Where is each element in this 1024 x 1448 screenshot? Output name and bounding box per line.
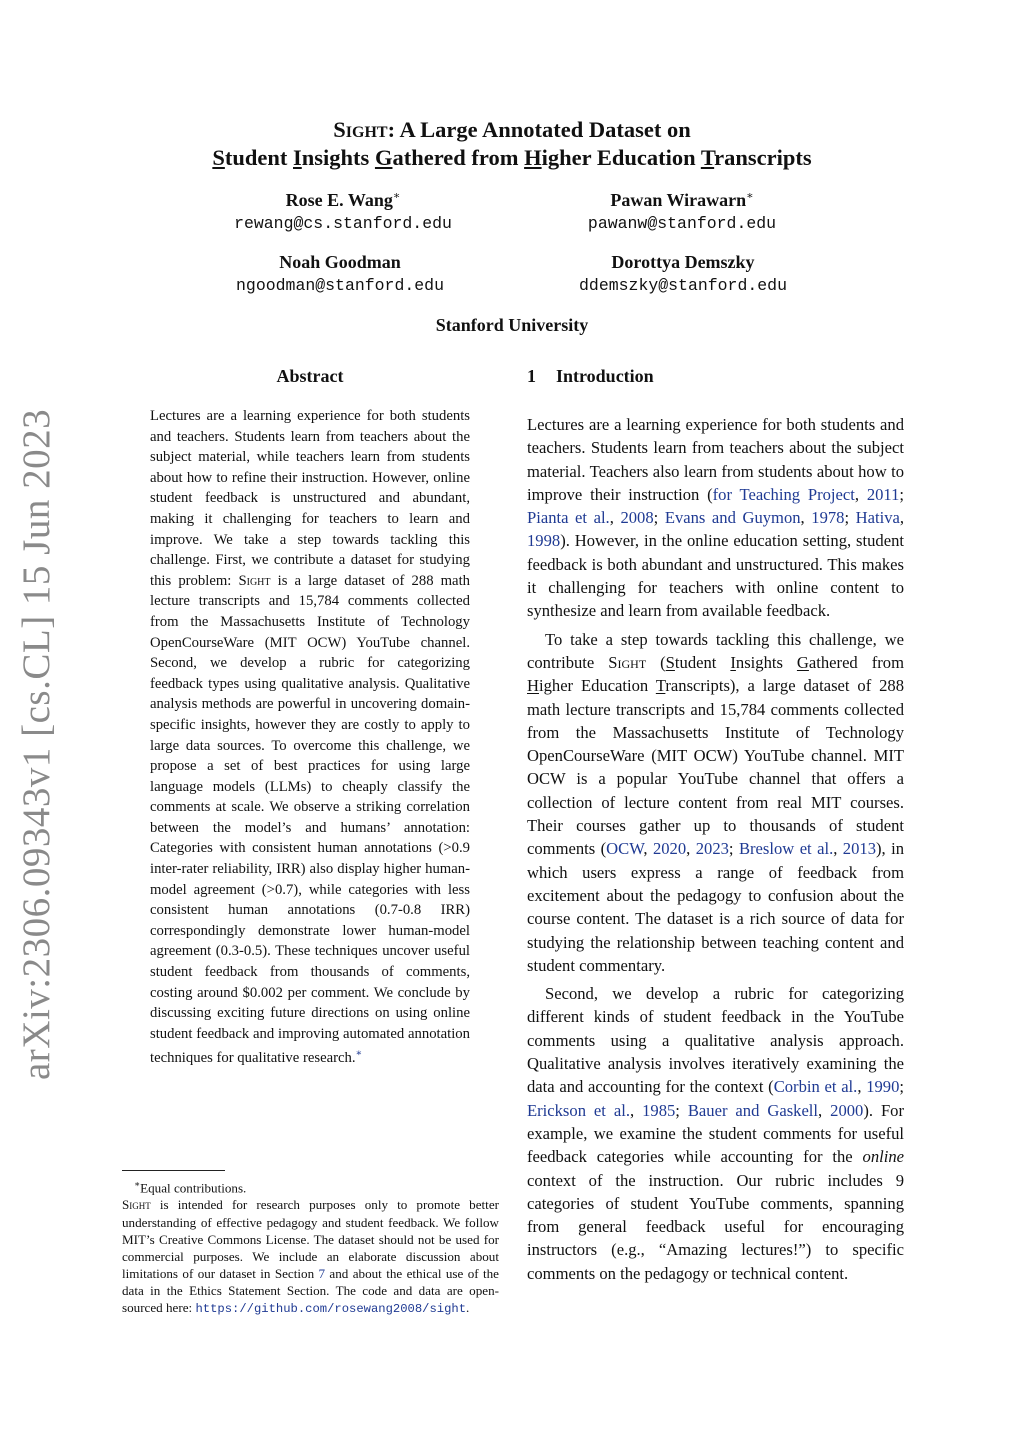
citation-year-link[interactable]: 2008 xyxy=(620,508,654,528)
title-acronym-letter: S xyxy=(212,145,225,170)
acronym-letter: S xyxy=(665,652,675,672)
intro-paragraph-2: To take a step towards tackling this challenge, we contribute Sight (Student Insights Gathered from Higher Education Transcripts), a large dataset of 288 math lecture transcripts and 15,784 comments collected from the Massachusetts Institute of Technology OpenCourseWare (MIT OCW) YouTube channel. MIT OCW is a popular YouTube channel that offers a collection of lecture content from real MIT courses. Their courses gather up to thousands of student comments (OCW, 2020, 2023; Breslow et al., 2013), in which users express a range of feedback from excitement about the pedagogy to confusion about the course content. The dataset is a rich source of data for studying the relationship between teaching content and student commentary. xyxy=(527,629,904,975)
title-part: ranscripts xyxy=(714,145,812,170)
footnote-sight: Sight xyxy=(122,1197,151,1213)
title-acronym-letter: H xyxy=(524,145,542,170)
paragraph-text: igher Education xyxy=(538,676,656,696)
paragraph-text: Second, we develop a rubric for categorizing different kinds of student feedback in the YouTube comments using a qualitative analysis approach. Qualitative analysis involves iteratively examining the data and accounting for the context ( xyxy=(527,984,904,1097)
emphasis-online: online xyxy=(862,1147,904,1167)
sight-name: Sight xyxy=(608,652,647,672)
paper-title xyxy=(0,116,1024,172)
citation-year-link[interactable]: 2013 xyxy=(842,839,876,859)
author-email: ngoodman@stanford.edu xyxy=(236,276,444,295)
section-heading-introduction xyxy=(527,366,654,387)
arxiv-identifier-stamp: arXiv:2306.09343v1 [cs.CL] 15 Jun 2023 xyxy=(15,408,58,1080)
acronym-letter: T xyxy=(655,676,666,696)
citation-link[interactable]: for Teaching Project xyxy=(712,484,855,504)
author-name-text: Rose E. Wang xyxy=(285,190,393,210)
abstract-heading: Abstract xyxy=(276,366,344,386)
citation-year-link[interactable]: 2020 xyxy=(652,839,687,859)
footnote xyxy=(122,1176,499,1318)
equal-contribution-mark: ∗ xyxy=(392,190,401,202)
paragraph-text: athered from xyxy=(808,652,904,672)
citation-link[interactable]: Pianta et al. xyxy=(527,508,610,528)
footnote-text: Equal contributions. xyxy=(140,1180,247,1196)
introduction-body xyxy=(527,413,904,1290)
title-line-1 xyxy=(0,116,1024,144)
title-line-2 xyxy=(0,144,1024,172)
acronym-letter: G xyxy=(796,652,809,672)
author-name-text: Pawan Wirawarn xyxy=(610,190,747,210)
author-block xyxy=(502,184,862,236)
paragraph-text: ranscripts xyxy=(665,676,730,696)
author-block xyxy=(160,250,520,298)
footnote-text: and about the ethical use of the data in the Ethics Statement Section. The code and data are open-sourced here: xyxy=(122,1265,499,1316)
citation-year-link[interactable]: 1978 xyxy=(811,508,845,528)
paragraph-text: ), a large dataset of 288 math lecture transcripts and 15,784 comments collected from the Massachusetts Institute of Technology OpenCourseWare (MIT OCW) YouTube channel. MIT OCW is a popular YouTube channel that offers a collection of lecture content from real MIT courses. Their courses gather up to thousands of student comments ( xyxy=(527,676,904,859)
section-link[interactable]: 7 xyxy=(318,1265,326,1281)
citation-link[interactable]: Breslow et al. xyxy=(738,839,834,859)
github-link[interactable]: https://github.com/rosewang2008/sight xyxy=(195,1302,467,1317)
paragraph-text: ). For example, we examine the student comments for useful feedback categories while accounting for the xyxy=(527,1100,905,1167)
affiliation: Stanford University xyxy=(435,315,589,335)
footnote-mark-link[interactable]: ∗ xyxy=(355,1048,363,1060)
citation-year-link[interactable]: 2000 xyxy=(830,1100,864,1120)
footnote-equal-contribution xyxy=(122,1176,499,1196)
abstract-sight: Sight xyxy=(238,572,271,589)
title-acronym-letter: I xyxy=(293,145,302,170)
citation-year-link[interactable]: 2023 xyxy=(695,839,729,859)
section-title: Introduction xyxy=(556,366,654,386)
citation-year-link[interactable]: 2011 xyxy=(866,484,900,504)
title-part: nsights xyxy=(301,145,375,170)
paragraph-text: nsights xyxy=(735,652,797,672)
author-name: Dorottya Demszky xyxy=(611,252,755,272)
citation-link[interactable]: Evans and Guymon xyxy=(664,508,801,528)
section-number: 1 xyxy=(527,366,536,386)
footnote-mark: ∗ xyxy=(134,1179,141,1189)
citation-link[interactable]: Erickson et al. xyxy=(527,1100,630,1120)
abstract-text: Lectures are a learning experience for both students and teachers. Students learn from teachers about the subject material, while teachers learn from students about how to refine their instruction. However, online student feedback is unstructured and abundant, making it challenging for teachers to learn and improve. We take a step towards tackling this challenge. First, we contribute a dataset for studying this problem: xyxy=(150,408,470,589)
paragraph-text: context of the instruction. Our rubric includes 9 categories of student YouTube comments, spanning from general feedback useful for encouraging instructors (e.g., “Amazing lectures!”) to specific comments on the pedagogy or technical content. xyxy=(527,1170,904,1283)
citation-year-link[interactable]: 1985 xyxy=(642,1100,676,1120)
equal-contribution-mark: ∗ xyxy=(746,190,754,202)
title-part: igher Education xyxy=(541,145,701,170)
citation-year-link[interactable]: 1998 xyxy=(527,531,561,551)
intro-paragraph-3: Second, we develop a rubric for categorizing different kinds of student feedback in the YouTube comments using a qualitative analysis approach. Qualitative analysis involves iteratively examining the data and accounting for the context (Corbin et al., 1990; Erickson et al., 1985; Bauer and Gaskell, 2000). For example, we examine the student comments for useful feedback categories while accounting for the online context of the instruction. Our rubric includes 9 categories of student YouTube comments, spanning from general feedback useful for encouraging instructors (e.g., “Amazing lectures!”) to specific comments on the pedagogy or technical content. xyxy=(527,984,905,1283)
title-sight: Sight xyxy=(333,117,388,142)
title-part: tudent xyxy=(224,145,293,170)
acronym-letter: I xyxy=(730,652,736,672)
author-email: pawanw@stanford.edu xyxy=(587,214,777,233)
footnote-text: is intended for research purposes only to promote better understanding of effective pedagogy and student feedback. We follow MIT’s Creative Commons License. The dataset should not be used for commercial purposes. We include an elaborate discussion about limitations of our dataset in Section xyxy=(122,1197,499,1281)
paragraph-text: ). However, in the online education setting, student feedback is both abundant and unstructured. This makes it challenging for teachers with online content to synthesize and learn from available feedback. xyxy=(527,531,904,621)
citation-link[interactable]: Hativa xyxy=(855,508,900,528)
author-name xyxy=(163,184,523,212)
paragraph-text: tudent xyxy=(674,652,731,672)
author-block xyxy=(503,250,863,298)
title-part: : A Large Annotated Dataset on xyxy=(387,117,691,142)
author-block xyxy=(163,184,523,236)
author-email: ddemszky@stanford.edu xyxy=(579,276,787,295)
citation-year-link[interactable]: 1990 xyxy=(866,1077,900,1097)
abstract-text: is a large dataset of 288 math lecture transcripts and 15,784 comments collected from the Massachusetts Institute of Technology OpenCourseWare (MIT OCW) YouTube channel. Second, we develop a rubric for categorizing feedback types using qualitative analysis. Qualitative analysis methods are powerful in uncovering domain-specific insights, however they are costly to apply to large data sources. To overcome this challenge, we propose a set of best practices for using large language models (LLMs) to cheaply classify the comments at scale. We observe a striking correlation between the model’s and humans’ annotation: Categories with consistent human annotations (>0.9 inter-rater reliability, IRR) also display higher human-model agreement (>0.7), while categories with less consistent human annotations (0.7-0.8 IRR) correspondingly demonstrate lower human-model agreement (0.3-0.5). These techniques uncover useful student feedback from thousands of comments, costing around $0.002 per comment. We conclude by discussing exciting future directions on using online student feedback and improving automated annotation techniques for qualitative research. xyxy=(150,572,470,1067)
title-acronym-letter: G xyxy=(374,145,393,170)
citation-link[interactable]: Bauer and Gaskell xyxy=(687,1100,819,1120)
footnote-text: . xyxy=(466,1300,470,1316)
author-name: Noah Goodman xyxy=(279,252,401,272)
title-part: athered from xyxy=(392,145,525,170)
footnote-rule xyxy=(122,1170,225,1171)
citation-link[interactable]: Corbin et al. xyxy=(773,1077,858,1097)
paragraph-text: Lectures are a learning experience for both students and teachers. Students learn from teachers about the subject material. Teachers also learn from students about how to improve their instruction ( xyxy=(527,415,904,504)
acronym-letter: H xyxy=(527,676,539,696)
citation-link[interactable]: OCW xyxy=(606,839,644,859)
paragraph-text: ), in which users express a range of feedback from excitement about the pedagogy to confusion about the course content. The dataset is a rich source of data for studying the relationship between teaching content and student commentary. xyxy=(527,839,904,975)
abstract-body xyxy=(150,406,470,1069)
author-email: rewang@cs.stanford.edu xyxy=(234,214,452,233)
title-acronym-letter: T xyxy=(700,145,715,170)
intro-paragraph-1: Lectures are a learning experience for both students and teachers. Students learn from teachers about the subject material. Teachers also learn from students about how to improve their instruction (for Teaching Project, 2011; Pianta et al., 2008; Evans and Guymon, 1978; Hativa, 1998). However, in the online education setting, student feedback is both abundant and unstructured. This makes it challenging for teachers with online content to synthesize and learn from available feedback. xyxy=(527,415,905,621)
author-name xyxy=(502,184,862,212)
paragraph-text: To take a step towards tackling this challenge, we contribute xyxy=(527,629,904,672)
